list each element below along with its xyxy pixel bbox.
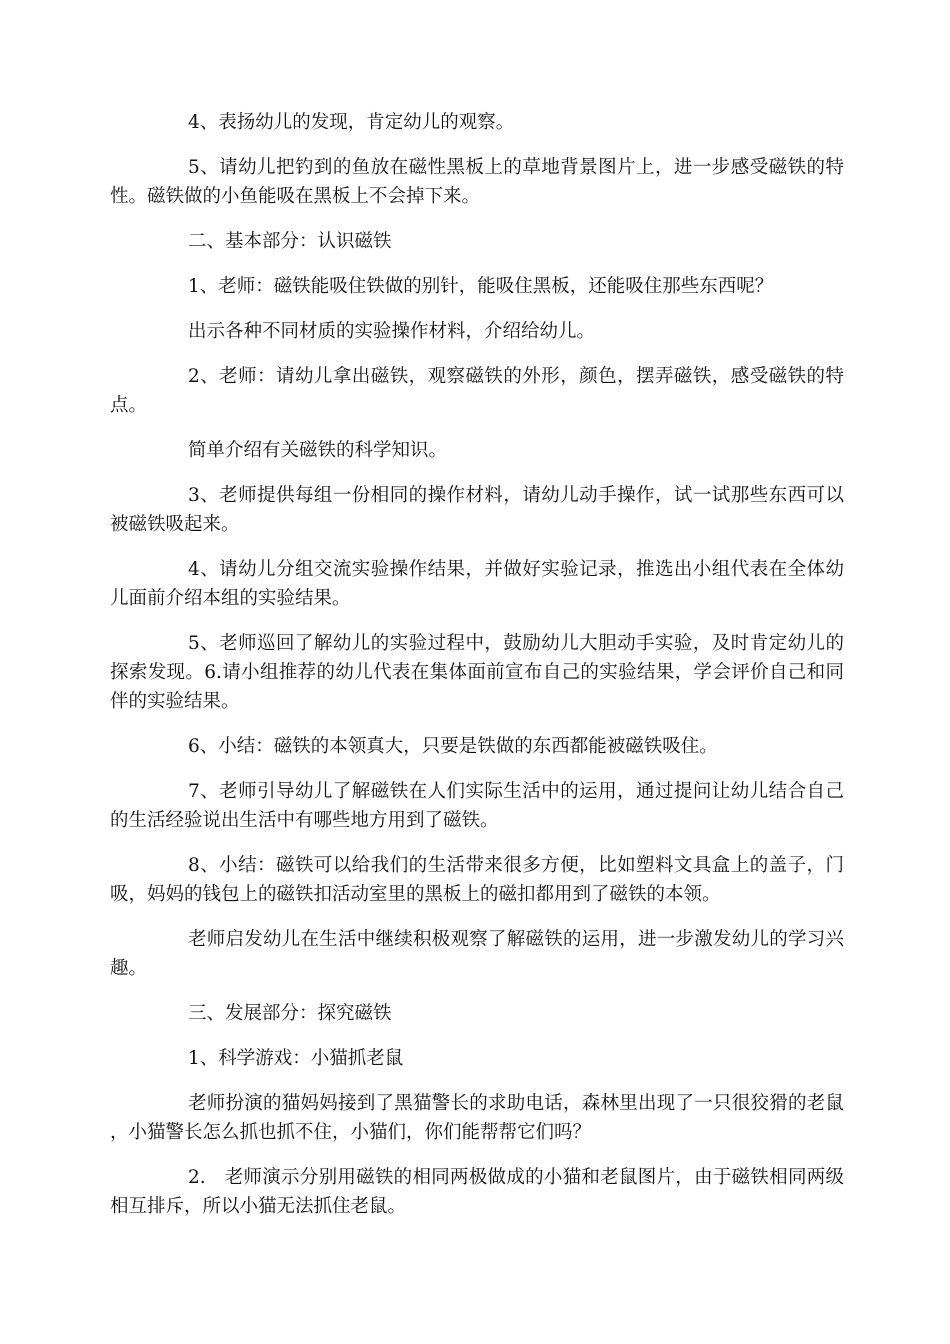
section-heading: 二、基本部分：认识磁铁 <box>188 231 392 252</box>
paragraph: 2. 老师演示分别用磁铁的相同两极做成的小猫和老鼠图片，由于磁铁相同两级相互排斥，所以小猫无法抓住老鼠。 <box>110 1167 844 1217</box>
paragraph: 5、老师巡回了解幼儿的实验过程中，鼓励幼儿大胆动手实验，及时肯定幼儿的探索发现。6.请小组推荐的幼儿代表在集体面前宣布自己的实验结果，学会评价自己和同伴的实验结果。 <box>110 633 844 712</box>
paragraph: 老师扮演的猫妈妈接到了黑猫警长的求助电话，森林里出现了一只很狡猾的老鼠，小猫警长怎么抓也抓不住，小猫们，你们能帮帮它们吗？ <box>110 1093 844 1143</box>
paragraph: 3、老师提供每组一份相同的操作材料，请幼儿动手操作，试一试那些东西可以被磁铁吸起来。 <box>110 485 844 535</box>
paragraph: 1、科学游戏：小猫抓老鼠 <box>188 1048 404 1069</box>
paragraph: 老师启发幼儿在生活中继续积极观察了解磁铁的运用，进一步激发幼儿的学习兴趣。 <box>110 929 844 979</box>
document-body <box>110 108 844 1237</box>
paragraph: 出示各种不同材质的实验操作材料，介绍给幼儿。 <box>188 321 596 342</box>
paragraph: 8、小结：磁铁可以给我们的生活带来很多方便，比如塑料文具盒上的盖子，门吸，妈妈的钱包上的磁铁扣活动室里的黑板上的磁扣都用到了磁铁的本领。 <box>110 855 844 905</box>
section-heading: 三、发展部分：探究磁铁 <box>188 1003 392 1024</box>
paragraph: 简单介绍有关磁铁的科学知识。 <box>188 440 448 461</box>
paragraph: 5、请幼儿把钓到的鱼放在磁性黑板上的草地背景图片上，进一步感受磁铁的特性。磁铁做的小鱼能吸在黑板上不会掉下来。 <box>110 157 844 207</box>
paragraph: 7、老师引导幼儿了解磁铁在人们实际生活中的运用，通过提问让幼儿结合自己的生活经验说出生活中有哪些地方用到了磁铁。 <box>110 781 844 831</box>
paragraph: 1、老师：磁铁能吸住铁做的别针，能吸住黑板，还能吸住那些东西呢？ <box>188 276 774 297</box>
paragraph: 6、小结：磁铁的本领真大，只要是铁做的东西都能被磁铁吸住。 <box>188 736 718 757</box>
paragraph: 2、老师：请幼儿拿出磁铁，观察磁铁的外形，颜色，摆弄磁铁，感受磁铁的特点。 <box>110 366 844 416</box>
paragraph: 4、表扬幼儿的发现，肯定幼儿的观察。 <box>188 112 515 133</box>
paragraph: 4、请幼儿分组交流实验操作结果，并做好实验记录，推选出小组代表在全体幼儿面前介绍本组的实验结果。 <box>110 559 844 609</box>
